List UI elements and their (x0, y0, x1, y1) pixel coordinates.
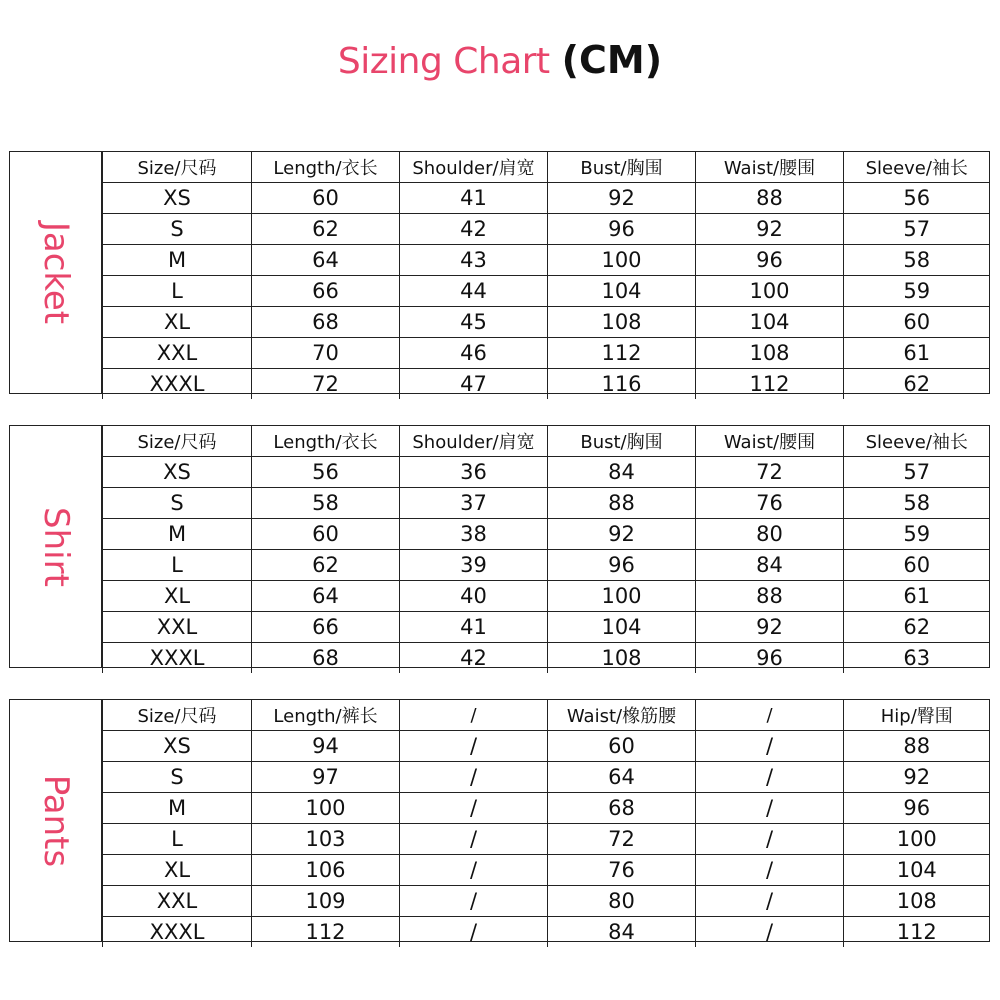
table-cell: 66 (252, 612, 400, 643)
table-cell: 100 (548, 581, 696, 612)
table-cell: 116 (548, 369, 696, 400)
jacket-label-cell (10, 152, 102, 393)
table-cell: / (696, 793, 844, 824)
title-text: Sizing Chart (337, 41, 550, 82)
column-header: Sleeve/袖长 (844, 426, 990, 457)
pants-section (9, 699, 990, 942)
table-cell: 100 (844, 824, 990, 855)
size-cell: M (103, 793, 252, 824)
table-cell: 72 (252, 369, 400, 400)
table-cell: 72 (696, 457, 844, 488)
table-cell: 64 (548, 762, 696, 793)
table-row (103, 731, 990, 762)
table-cell: 60 (252, 519, 400, 550)
table-cell: 62 (844, 369, 990, 400)
table-cell: 84 (548, 917, 696, 948)
size-cell: S (103, 762, 252, 793)
table-cell: 76 (696, 488, 844, 519)
table-cell: 104 (548, 612, 696, 643)
table-cell: 104 (844, 855, 990, 886)
table-row (103, 183, 990, 214)
table-cell: 112 (548, 338, 696, 369)
column-header: Waist/腰围 (696, 426, 844, 457)
table-cell: 39 (400, 550, 548, 581)
table-cell: 60 (844, 307, 990, 338)
table-row (103, 245, 990, 276)
size-cell: M (103, 245, 252, 276)
table-cell: 92 (696, 214, 844, 245)
table-cell: / (696, 824, 844, 855)
table-row (103, 457, 990, 488)
column-header: Shoulder/肩宽 (400, 152, 548, 183)
table-cell: 104 (696, 307, 844, 338)
column-header: Sleeve/袖长 (844, 152, 990, 183)
table-cell: 41 (400, 183, 548, 214)
table-cell: / (400, 855, 548, 886)
column-header: Size/尺码 (103, 152, 252, 183)
column-header: / (696, 700, 844, 731)
column-header: / (400, 700, 548, 731)
size-cell: S (103, 214, 252, 245)
size-cell: XXL (103, 338, 252, 369)
table-cell: 96 (844, 793, 990, 824)
table-cell: 100 (252, 793, 400, 824)
size-cell: XXL (103, 612, 252, 643)
table-cell: 66 (252, 276, 400, 307)
column-header: Length/裤长 (252, 700, 400, 731)
table-row (103, 369, 990, 400)
column-header: Waist/腰围 (696, 152, 844, 183)
pants-table (102, 700, 990, 947)
column-header: Bust/胸围 (548, 426, 696, 457)
table-cell: 112 (252, 917, 400, 948)
table-cell: 112 (844, 917, 990, 948)
table-cell: / (696, 762, 844, 793)
table-cell: 60 (844, 550, 990, 581)
column-header: Size/尺码 (103, 426, 252, 457)
table-cell: 108 (548, 643, 696, 674)
table-cell: 60 (252, 183, 400, 214)
table-cell: 64 (252, 245, 400, 276)
table-cell: 37 (400, 488, 548, 519)
table-cell: 41 (400, 612, 548, 643)
table-cell: 108 (548, 307, 696, 338)
table-row (103, 550, 990, 581)
table-row (103, 793, 990, 824)
table-cell: 94 (252, 731, 400, 762)
table-cell: 59 (844, 276, 990, 307)
table-cell: 59 (844, 519, 990, 550)
table-cell: 62 (252, 214, 400, 245)
table-cell: 61 (844, 338, 990, 369)
size-cell: XL (103, 307, 252, 338)
table-cell: 57 (844, 214, 990, 245)
table-cell: 84 (696, 550, 844, 581)
size-cell: L (103, 550, 252, 581)
table-cell: / (696, 731, 844, 762)
table-cell: 56 (844, 183, 990, 214)
table-cell: / (400, 886, 548, 917)
table-cell: 68 (252, 643, 400, 674)
table-cell: 88 (696, 183, 844, 214)
size-cell: M (103, 519, 252, 550)
shirt-table (102, 426, 990, 673)
table-cell: 38 (400, 519, 548, 550)
table-cell: 80 (548, 886, 696, 917)
table-cell: 61 (844, 581, 990, 612)
table-cell: 58 (844, 488, 990, 519)
table-cell: 96 (548, 214, 696, 245)
table-row (103, 855, 990, 886)
table-row (103, 917, 990, 948)
table-cell: 58 (844, 245, 990, 276)
table-cell: 56 (252, 457, 400, 488)
column-header: Shoulder/肩宽 (400, 426, 548, 457)
table-cell: 96 (696, 643, 844, 674)
table-cell: 108 (696, 338, 844, 369)
table-cell: 68 (252, 307, 400, 338)
table-cell: / (696, 855, 844, 886)
table-row (103, 762, 990, 793)
table-cell: 112 (696, 369, 844, 400)
table-cell: 47 (400, 369, 548, 400)
table-cell: 36 (400, 457, 548, 488)
table-row (103, 824, 990, 855)
table-cell: 45 (400, 307, 548, 338)
table-row (103, 519, 990, 550)
shirt-label: Shirt (35, 506, 76, 587)
size-cell: L (103, 824, 252, 855)
table-row (103, 488, 990, 519)
table-cell: 62 (844, 612, 990, 643)
table-cell: 96 (548, 550, 696, 581)
header-row (103, 152, 990, 183)
pants-label-cell (10, 700, 102, 941)
title-unit: (CM) (561, 38, 663, 82)
size-cell: S (103, 488, 252, 519)
size-cell: XXXL (103, 369, 252, 400)
table-row (103, 276, 990, 307)
size-cell: XXXL (103, 917, 252, 948)
column-header: Waist/橡筋腰 (548, 700, 696, 731)
table-cell: 72 (548, 824, 696, 855)
table-cell: 57 (844, 457, 990, 488)
size-cell: XXXL (103, 643, 252, 674)
table-cell: 60 (548, 731, 696, 762)
size-cell: XS (103, 183, 252, 214)
table-cell: 68 (548, 793, 696, 824)
table-cell: 103 (252, 824, 400, 855)
column-header: Length/衣长 (252, 152, 400, 183)
table-row (103, 643, 990, 674)
table-cell: 76 (548, 855, 696, 886)
table-row (103, 886, 990, 917)
table-cell: / (696, 886, 844, 917)
table-cell: 106 (252, 855, 400, 886)
table-cell: 109 (252, 886, 400, 917)
table-cell: 42 (400, 643, 548, 674)
table-cell: / (696, 917, 844, 948)
table-cell: 64 (252, 581, 400, 612)
table-cell: 92 (548, 183, 696, 214)
table-cell: 88 (696, 581, 844, 612)
table-cell: 97 (252, 762, 400, 793)
table-cell: 88 (548, 488, 696, 519)
size-cell: XS (103, 457, 252, 488)
header-row (103, 426, 990, 457)
table-cell: 70 (252, 338, 400, 369)
table-row (103, 307, 990, 338)
jacket-label: Jacket (35, 221, 76, 324)
table-cell: 44 (400, 276, 548, 307)
table-cell: 84 (548, 457, 696, 488)
pants-label: Pants (35, 774, 76, 867)
table-cell: 58 (252, 488, 400, 519)
page-title (0, 38, 1000, 82)
table-cell: 63 (844, 643, 990, 674)
table-row (103, 338, 990, 369)
table-cell: 88 (844, 731, 990, 762)
size-cell: XXL (103, 886, 252, 917)
table-cell: 104 (548, 276, 696, 307)
table-cell: / (400, 762, 548, 793)
table-cell: 108 (844, 886, 990, 917)
size-cell: XS (103, 731, 252, 762)
table-cell: / (400, 824, 548, 855)
column-header: Hip/臀围 (844, 700, 990, 731)
table-cell: / (400, 731, 548, 762)
table-cell: 92 (548, 519, 696, 550)
table-cell: 46 (400, 338, 548, 369)
table-cell: 62 (252, 550, 400, 581)
size-cell: XL (103, 581, 252, 612)
table-cell: 100 (696, 276, 844, 307)
table-cell: 43 (400, 245, 548, 276)
table-cell: 96 (696, 245, 844, 276)
table-cell: / (400, 917, 548, 948)
table-cell: 100 (548, 245, 696, 276)
column-header: Length/衣长 (252, 426, 400, 457)
table-cell: 92 (844, 762, 990, 793)
size-cell: L (103, 276, 252, 307)
shirt-section (9, 425, 990, 668)
table-cell: 40 (400, 581, 548, 612)
table-row (103, 612, 990, 643)
shirt-label-cell (10, 426, 102, 667)
jacket-section (9, 151, 990, 394)
column-header: Bust/胸围 (548, 152, 696, 183)
jacket-table (102, 152, 990, 399)
table-row (103, 214, 990, 245)
table-cell: 80 (696, 519, 844, 550)
column-header: Size/尺码 (103, 700, 252, 731)
size-cell: XL (103, 855, 252, 886)
header-row (103, 700, 990, 731)
table-row (103, 581, 990, 612)
table-cell: 42 (400, 214, 548, 245)
table-cell: 92 (696, 612, 844, 643)
table-cell: / (400, 793, 548, 824)
